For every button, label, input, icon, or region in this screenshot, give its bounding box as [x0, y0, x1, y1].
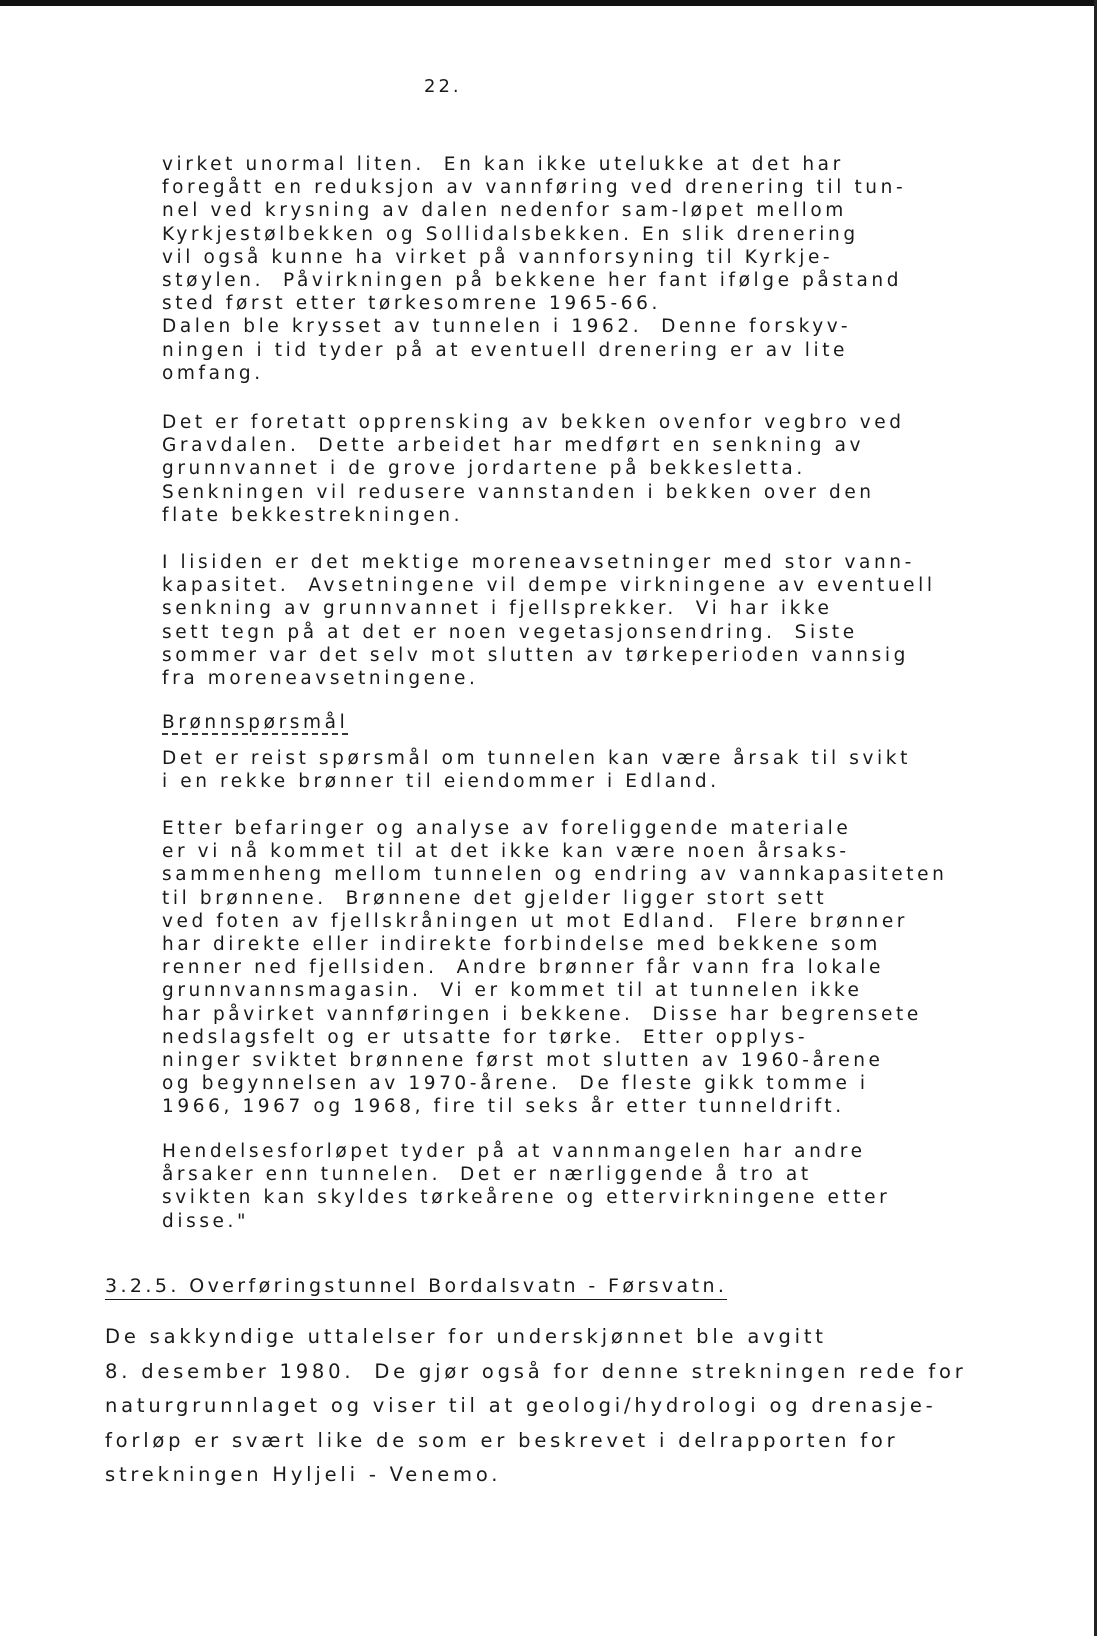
text-line: Det er reist spørsmål om tunnelen kan være årsak til svikt: [162, 748, 911, 769]
text-line: Etter befaringer og analyse av foreliggende materiale: [162, 818, 852, 839]
text-line: nel ved krysning av dalen nedenfor sam-løpet mellom: [162, 200, 847, 222]
text-line: og begynnelsen av 1970-årene. De fleste gikk tomme i: [162, 1073, 869, 1095]
subheading-bronnsporsmal: Brønnspørsmål: [162, 712, 349, 733]
text-line: sett tegn på at det er noen vegetasjonsendring. Siste: [162, 621, 858, 643]
text-line: 8. desember 1980. De gjør også for denne strekningen rede for: [105, 1359, 967, 1383]
text-line: virket unormal liten. En kan ikke utelukke at det har: [162, 154, 844, 175]
quote-block-5: [162, 817, 1042, 1119]
text-line: ningen i tid tyder på at eventuell drenering er av lite: [162, 339, 849, 361]
text-line: sted først etter tørkesomrene 1965-66.: [162, 293, 662, 315]
text-line: foregått en reduksjon av vannføring ved drenering til tun-: [162, 177, 907, 199]
text-line: Hendelsesforløpet tyder på at vannmangelen har andre: [162, 1141, 866, 1162]
text-line: i en rekke brønner til eiendommer i Edland.: [162, 771, 720, 793]
quote-block-1: [162, 153, 1042, 385]
quote-block-4: [162, 747, 1042, 793]
text-line: I lisiden er det mektige moreneavsetninger med stor vann-: [162, 552, 915, 573]
text-line: grunnvannsmagasin. Vi er kommet til at tunnelen ikke: [162, 980, 863, 1002]
text-line: Senkningen vil redusere vannstanden i bekken over den: [162, 481, 875, 503]
text-line: forløp er svært like de som er beskrevet i delrapporten for: [105, 1428, 899, 1452]
page-number: 22.: [424, 76, 462, 97]
text-line: ninger sviktet brønnene først mot slutten av 1960-årene: [162, 1050, 884, 1072]
text-line: flate bekkestrekningen.: [162, 504, 464, 526]
text-line: har direkte eller indirekte forbindelse med bekkene som: [162, 934, 881, 956]
text-line: har påvirket vannføringen i bekkene. Disse har begrensete: [162, 1003, 922, 1025]
subheading-block: [162, 711, 1042, 734]
text-line: fra moreneavsetningene.: [162, 668, 479, 690]
text-line: nedslagsfelt og er utsatte for tørke. Etter opplys-: [162, 1026, 809, 1048]
text-line: strekningen Hyljeli - Venemo.: [105, 1463, 502, 1486]
text-line: til brønnene. Brønnene det gjelder ligger stort sett: [162, 887, 828, 909]
text-line: disse.": [162, 1210, 250, 1232]
text-line: vil også kunne ha virket på vannforsyning til Kyrkje-: [162, 246, 834, 268]
text-line: svikten kan skyldes tørkeårene og ettervirkningene etter: [162, 1187, 891, 1209]
text-line: 1966, 1967 og 1968, fire til seks år etter tunneldrift.: [162, 1096, 845, 1118]
text-line: er vi nå kommet til at det ikke kan være noen årsaks-: [162, 841, 850, 863]
section-heading: 3.2.5. Overføringstunnel Bordalsvatn - Førsvatn.: [105, 1275, 727, 1300]
quote-block-6: [162, 1140, 1042, 1233]
text-line: kapasitet. Avsetningene vil dempe virkningene av eventuell: [162, 575, 936, 597]
text-line: ved foten av fjellskråningen ut mot Edland. Flere brønner: [162, 910, 909, 932]
text-line: naturgrunnlaget og viser til at geologi/hydrologi og drenasje-: [105, 1394, 937, 1417]
text-line: sommer var det selv mot slutten av tørkeperioden vannsig: [162, 644, 909, 666]
text-line: Det er foretatt opprensking av bekken ovenfor vegbro ved: [162, 412, 905, 433]
text-line: støylen. Påvirkningen på bekkene her fant ifølge påstand: [162, 270, 903, 292]
text-line: senkning av grunnvannet i fjellsprekker. Vi har ikke: [162, 598, 833, 620]
text-line: sammenheng mellom tunnelen og endring av vannkapasiteten: [162, 864, 948, 886]
text-line: Dalen ble krysset av tunnelen i 1962. Denne forskyv-: [162, 316, 852, 338]
text-line: Kyrkjestølbekken og Sollidalsbekken. En slik drenering: [162, 223, 859, 245]
text-line: Gravdalen. Dette arbeidet har medført en senkning av: [162, 435, 865, 457]
text-line: grunnvannet i de grove jordartene på bekkesletta.: [162, 458, 806, 480]
quote-block-2: [162, 411, 1042, 527]
quote-block-3: [162, 551, 1042, 690]
text-line: omfang.: [162, 362, 264, 384]
top-border: [0, 0, 1097, 6]
section-body: [105, 1320, 1065, 1493]
text-line: renner ned fjellsiden. Andre brønner får vann fra lokale: [162, 957, 884, 979]
text-line: De sakkyndige uttalelser for underskjønnet ble avgitt: [105, 1325, 827, 1348]
text-line: årsaker enn tunnelen. Det er nærliggende å tro at: [162, 1164, 812, 1186]
